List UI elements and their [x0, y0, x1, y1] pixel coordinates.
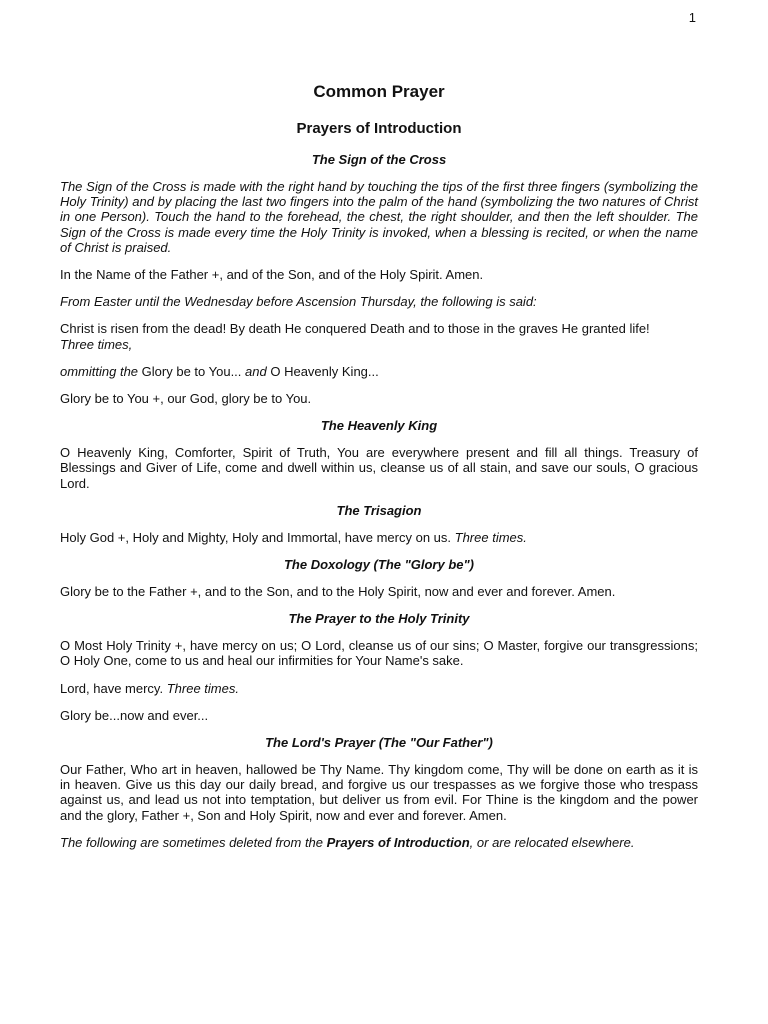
lord-mercy-paragraph	[60, 681, 698, 696]
omit-prefix: ommitting the	[60, 363, 139, 379]
sign-cross-instructions: The Sign of the Cross is made with the right hand by touching the tips of the first three fingers (symbolizing the Holy Trinity) and by placing the last two fingers into the palm of the hand (symbolizing the two natures of Christ in one Person). Touch the hand to the forehead, the chest, the right shoulder, and then the left shoulder. The Sign of the Cross is made every time the Holy Trinity is invoked, when a blessing is recited, or when the name of Christ is praised.	[60, 179, 698, 255]
omit-glory: Glory be to You...	[141, 363, 242, 379]
lords-prayer-text: Our Father, Who art in heaven, hallowed be Thy Name. Thy kingdom come, Thy will be done on earth as it is in heaven. Give us this day our daily bread, and forgive us our trespasses as we forgive those who trespass against us, and lead us not into temptation, but deliver us from evil. For Thine is the kingdom and the power and the glory, Father +, Son and Holy Spirit, now and ever and forever. Amen.	[60, 762, 698, 823]
heading-doxology: The Doxology (The "Glory be")	[283, 557, 474, 573]
heading-heavenly-king: The Heavenly King	[320, 418, 438, 434]
christ-risen-paragraph	[60, 321, 698, 351]
trisagion-prayer: Holy God +, Holy and Mighty, Holy and Immortal, have mercy on us.	[60, 529, 452, 545]
omit-note	[60, 364, 698, 379]
heading-trisagion: The Trisagion	[336, 502, 422, 518]
page-number: 1	[688, 10, 696, 25]
closing-note	[60, 835, 698, 850]
closing-note-pre: The following are sometimes deleted from the	[60, 834, 324, 850]
document-subtitle: Prayers of Introduction	[296, 120, 462, 137]
trisagion-paragraph	[60, 530, 698, 545]
holy-trinity-prayer: O Most Holy Trinity +, have mercy on us; O Lord, cleanse us of our sins; O Master, forgive our transgressions; O Holy One, come to us and heal our infirmities for Your Name's sake.	[60, 638, 698, 669]
glory-now-text: Glory be...now and ever...	[60, 707, 209, 723]
sign-cross-prayer: In the Name of the Father +, and of the Son, and of the Holy Spirit. Amen.	[60, 267, 484, 283]
three-times-rubric: Three times,	[60, 336, 133, 352]
easter-note: From Easter until the Wednesday before Ascension Thursday, the following is said:	[60, 294, 537, 310]
trisagion-rubric: Three times.	[454, 529, 527, 545]
document-title: Common Prayer	[313, 82, 445, 101]
christ-risen-text: Christ is risen from the dead! By death He conquered Death and to those in the graves He granted life!	[60, 321, 650, 337]
lord-mercy-rubric: Three times.	[166, 680, 239, 696]
omit-and: and	[245, 363, 267, 379]
heading-holy-trinity: The Prayer to the Holy Trinity	[288, 611, 470, 627]
heading-lords-prayer: The Lord's Prayer (The "Our Father")	[265, 735, 493, 751]
document-content	[60, 80, 698, 850]
heading-sign-of-the-cross: The Sign of the Cross	[311, 152, 447, 167]
omit-king: O Heavenly King...	[270, 363, 379, 379]
glory-to-you-prayer: Glory be to You +, our God, glory be to You.	[60, 391, 312, 407]
closing-note-bold: Prayers of Introduction	[326, 834, 470, 850]
doxology-prayer: Glory be to the Father +, and to the Son, and to the Holy Spirit, now and ever and forever. Amen.	[60, 584, 616, 600]
lord-mercy-text: Lord, have mercy.	[60, 680, 164, 696]
heavenly-king-prayer: O Heavenly King, Comforter, Spirit of Truth, You are everywhere present and fill all things. Treasury of Blessings and Giver of Life, come and dwell within us, cleanse us of all stain, and save our souls, O gracious Lord.	[60, 445, 698, 491]
closing-note-post: , or are relocated elsewhere.	[469, 834, 635, 850]
